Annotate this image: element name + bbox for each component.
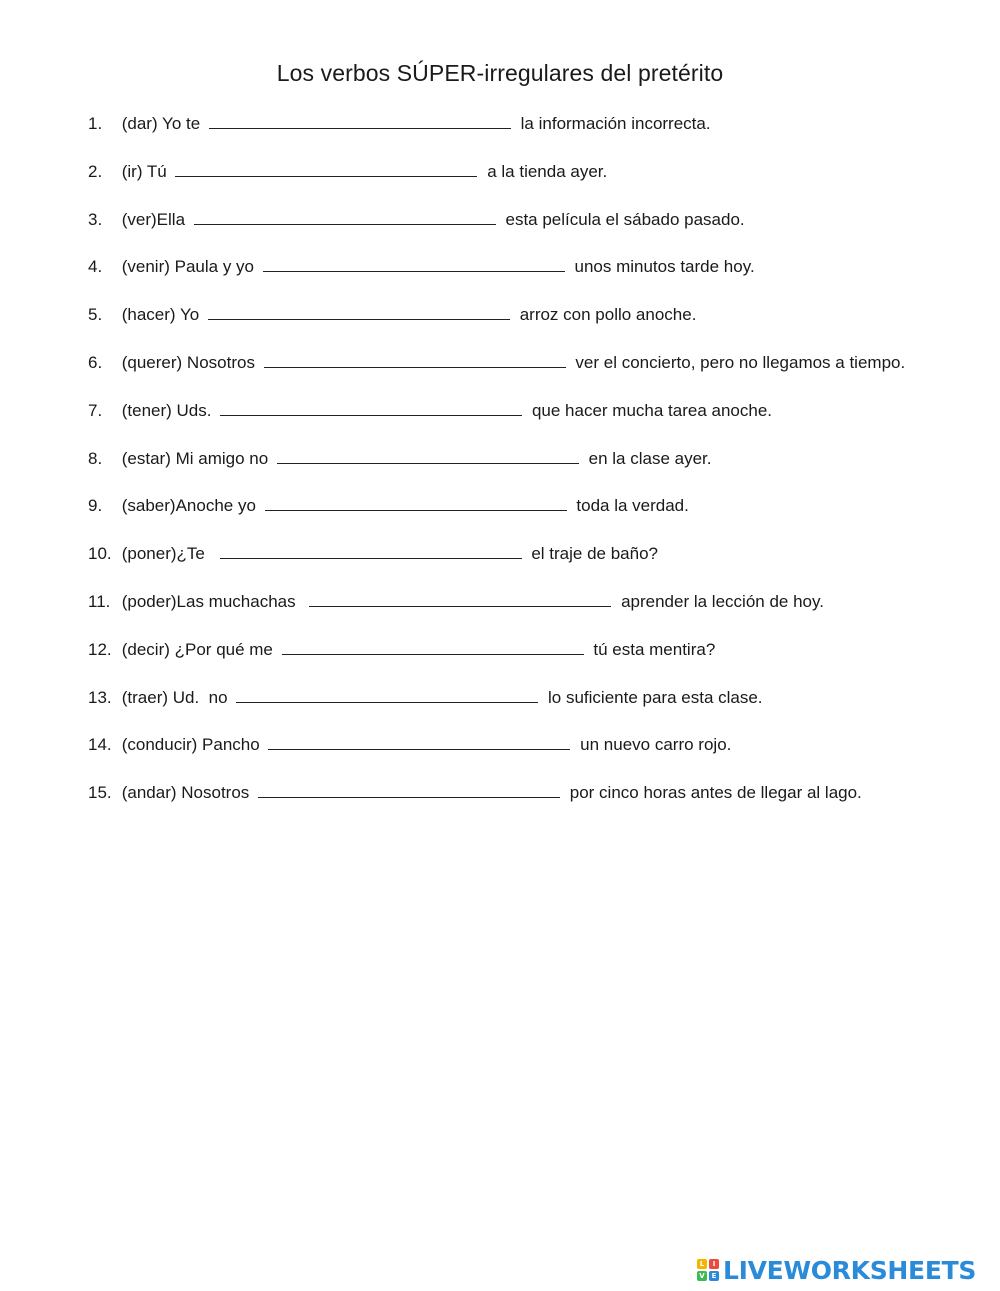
answer-blank[interactable] bbox=[209, 112, 511, 129]
item-prompt: (traer) Ud. no bbox=[121, 687, 228, 707]
item-continuation: tú esta mentira? bbox=[593, 639, 716, 659]
exercise-item bbox=[88, 589, 968, 637]
exercise-item bbox=[88, 732, 968, 780]
liveworksheets-logo bbox=[697, 1256, 976, 1284]
item-continuation: el traje de baño? bbox=[531, 544, 658, 564]
exercise-item bbox=[88, 685, 968, 733]
item-continuation: lo suficiente para esta clase. bbox=[548, 687, 763, 707]
item-continuation: unos minutos tarde hoy. bbox=[574, 257, 755, 277]
page-title: Los verbos SÚPER-irregulares del pretérito bbox=[276, 60, 724, 86]
exercise-item bbox=[88, 159, 968, 207]
exercise-list bbox=[88, 111, 968, 828]
logo-mark-i: I bbox=[709, 1259, 719, 1269]
exercise-item bbox=[88, 541, 968, 589]
item-prompt: (ver)Ella bbox=[121, 209, 186, 229]
item-prompt: (poner)¿Te bbox=[121, 544, 205, 564]
item-continuation: a la tienda ayer. bbox=[487, 161, 608, 181]
answer-blank[interactable] bbox=[309, 590, 611, 607]
item-prompt: (decir) ¿Por qué me bbox=[121, 639, 273, 659]
logo-mark-v: V bbox=[697, 1271, 707, 1281]
item-continuation: ver el concierto, pero no llegamos a tiempo. bbox=[575, 352, 906, 372]
exercise-item bbox=[88, 302, 968, 350]
item-continuation: que hacer mucha tarea anoche. bbox=[531, 400, 773, 420]
item-continuation: esta película el sábado pasado. bbox=[505, 209, 745, 229]
answer-blank[interactable] bbox=[263, 255, 565, 272]
answer-blank[interactable] bbox=[220, 542, 522, 559]
item-number: 10. bbox=[88, 544, 112, 564]
answer-blank[interactable] bbox=[175, 160, 477, 177]
liveworksheets-mark-icon bbox=[697, 1259, 719, 1281]
answer-blank[interactable] bbox=[268, 733, 570, 750]
item-number: 4. bbox=[88, 257, 103, 277]
item-prompt: (estar) Mi amigo no bbox=[121, 448, 269, 468]
item-continuation: toda la verdad. bbox=[576, 496, 689, 516]
item-continuation: la información incorrecta. bbox=[520, 114, 711, 133]
item-continuation: arroz con pollo anoche. bbox=[519, 305, 697, 325]
exercise-item bbox=[88, 637, 968, 685]
item-continuation: por cinco horas antes de llegar al lago. bbox=[569, 783, 862, 803]
answer-blank[interactable] bbox=[282, 638, 584, 655]
item-prompt: (saber)Anoche yo bbox=[121, 496, 256, 516]
exercise-item bbox=[88, 350, 968, 398]
item-number: 7. bbox=[88, 400, 103, 420]
exercise-item bbox=[88, 398, 968, 446]
exercise-item bbox=[88, 493, 968, 541]
answer-blank[interactable] bbox=[258, 781, 560, 798]
item-prompt: (querer) Nosotros bbox=[121, 352, 255, 372]
item-prompt: (ir) Tú bbox=[121, 161, 167, 181]
item-number: 8. bbox=[88, 448, 103, 468]
item-number: 11. bbox=[88, 591, 111, 611]
item-number: 2. bbox=[88, 161, 103, 181]
item-number: 6. bbox=[88, 352, 103, 372]
item-prompt: (andar) Nosotros bbox=[121, 783, 250, 803]
item-number: 3. bbox=[88, 209, 103, 229]
item-number: 1. bbox=[88, 114, 103, 133]
exercise-item bbox=[88, 207, 968, 255]
item-prompt: (conducir) Pancho bbox=[121, 735, 260, 755]
answer-blank[interactable] bbox=[264, 351, 566, 368]
item-continuation: aprender la lección de hoy. bbox=[621, 591, 824, 611]
item-continuation: un nuevo carro rojo. bbox=[580, 735, 732, 755]
exercise-item bbox=[88, 446, 968, 494]
answer-blank[interactable] bbox=[277, 447, 579, 464]
answer-blank[interactable] bbox=[194, 208, 496, 225]
item-prompt: (tener) Uds. bbox=[121, 400, 212, 420]
answer-blank[interactable] bbox=[265, 494, 567, 511]
item-continuation: en la clase ayer. bbox=[588, 448, 712, 468]
answer-blank[interactable] bbox=[236, 686, 538, 703]
item-number: 9. bbox=[88, 496, 103, 516]
item-number: 5. bbox=[88, 305, 103, 325]
item-prompt: (venir) Paula y yo bbox=[121, 257, 255, 277]
answer-blank[interactable] bbox=[220, 399, 522, 416]
exercise-item bbox=[88, 254, 968, 302]
item-number: 14. bbox=[88, 735, 112, 755]
item-number: 13. bbox=[88, 687, 112, 707]
logo-text: LIVEWORKSHEETS bbox=[723, 1255, 977, 1285]
item-prompt: (dar) Yo te bbox=[121, 114, 201, 133]
logo-mark-e: E bbox=[709, 1271, 719, 1281]
answer-blank[interactable] bbox=[208, 303, 510, 320]
item-prompt: (hacer) Yo bbox=[121, 305, 200, 325]
exercise-item bbox=[88, 111, 968, 159]
logo-mark-l: L bbox=[697, 1259, 707, 1269]
exercise-item bbox=[88, 780, 968, 828]
item-prompt: (poder)Las muchachas bbox=[121, 591, 296, 611]
item-number: 12. bbox=[88, 639, 112, 659]
item-number: 15. bbox=[88, 783, 112, 803]
